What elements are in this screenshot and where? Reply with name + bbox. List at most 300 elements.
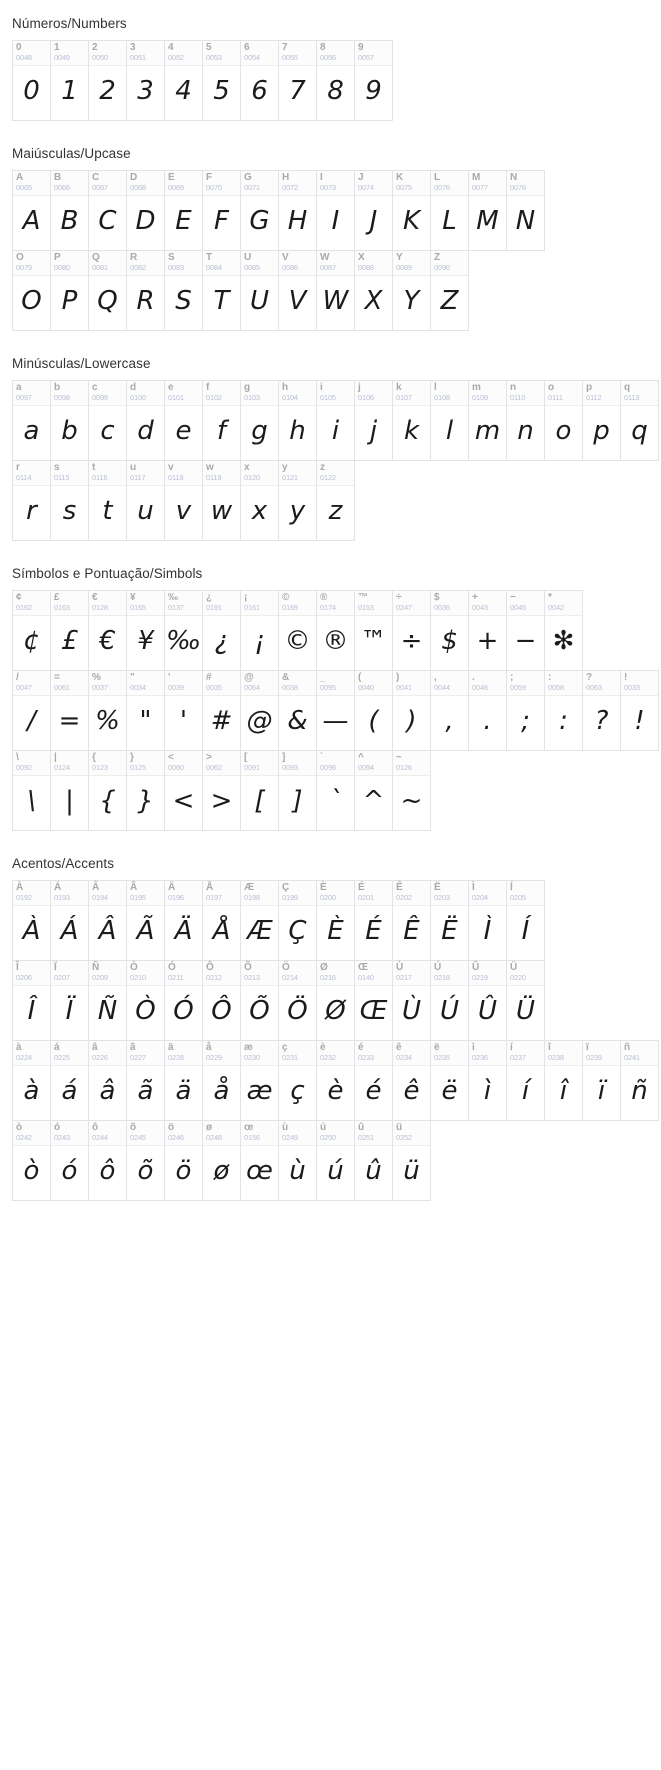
glyph-preview: = bbox=[58, 706, 81, 736]
glyph-preview: H bbox=[287, 206, 308, 236]
glyph-cell[interactable] bbox=[13, 171, 51, 250]
spacer bbox=[0, 830, 661, 856]
glyph-preview: ? bbox=[594, 706, 609, 736]
glyph-row bbox=[12, 880, 545, 961]
glyph-cell[interactable] bbox=[317, 381, 355, 460]
glyph-cell-header bbox=[165, 251, 202, 276]
glyph-code-label: 0245 bbox=[130, 1133, 146, 1142]
glyph-cell[interactable] bbox=[203, 1121, 241, 1200]
glyph-char-label: Á bbox=[54, 882, 62, 893]
glyph-cell[interactable] bbox=[507, 591, 545, 670]
glyph-preview: ' bbox=[179, 706, 188, 736]
glyph-preview: + bbox=[476, 626, 499, 656]
glyph-char-label: ö bbox=[168, 1122, 175, 1133]
glyph-preview: É bbox=[365, 916, 382, 946]
glyph-cell[interactable] bbox=[13, 751, 51, 830]
glyph-char-label: y bbox=[282, 462, 288, 473]
glyph-cell[interactable] bbox=[89, 591, 127, 670]
glyph-cell[interactable] bbox=[241, 1041, 279, 1120]
glyph-code-label: 0195 bbox=[130, 893, 146, 902]
glyph-cell[interactable] bbox=[279, 881, 317, 960]
glyph-cell[interactable] bbox=[317, 1041, 355, 1120]
glyph-preview: Y bbox=[403, 286, 420, 316]
glyph-cell[interactable] bbox=[127, 41, 165, 120]
glyph-cell-header bbox=[317, 591, 354, 616]
glyph-preview: ( bbox=[368, 706, 379, 736]
glyph-cell-header bbox=[355, 961, 392, 986]
glyph-cell[interactable] bbox=[317, 41, 355, 120]
glyph-cell[interactable] bbox=[241, 171, 279, 250]
glyph-char-label: ù bbox=[282, 1122, 289, 1133]
glyph-cell[interactable] bbox=[469, 171, 507, 250]
glyph-preview: o bbox=[555, 416, 572, 446]
glyph-cell[interactable] bbox=[355, 671, 393, 750]
glyph-cell[interactable] bbox=[393, 751, 431, 830]
glyph-section bbox=[0, 120, 661, 330]
glyph-cell[interactable] bbox=[203, 1041, 241, 1120]
glyph-cell[interactable] bbox=[393, 171, 431, 250]
glyph-code-label: 0038 bbox=[282, 683, 298, 692]
glyph-cell[interactable] bbox=[355, 961, 393, 1040]
glyph-preview: å bbox=[213, 1076, 230, 1106]
glyph-cell[interactable] bbox=[507, 1041, 545, 1120]
glyph-char-label: 8 bbox=[320, 42, 326, 53]
glyph-code-label: 0251 bbox=[358, 1133, 374, 1142]
glyph-cell[interactable] bbox=[13, 961, 51, 1040]
glyph-cell[interactable] bbox=[545, 591, 583, 670]
glyph-cell[interactable] bbox=[51, 961, 89, 1040]
glyph-char-label: g bbox=[244, 382, 251, 393]
glyph-cell[interactable] bbox=[393, 671, 431, 750]
glyph-cell-header bbox=[89, 671, 126, 696]
glyph-cell[interactable] bbox=[317, 591, 355, 670]
glyph-cell[interactable] bbox=[241, 251, 279, 330]
glyph-preview: l bbox=[445, 416, 454, 446]
glyph-cell[interactable] bbox=[89, 1121, 127, 1200]
glyph-cell[interactable] bbox=[393, 961, 431, 1040]
glyph-cell-header bbox=[317, 671, 354, 696]
glyph-cell-header bbox=[165, 461, 202, 486]
glyph-cell[interactable] bbox=[13, 591, 51, 670]
glyph-code-label: 0116 bbox=[92, 473, 108, 482]
spacer bbox=[0, 0, 661, 16]
glyph-preview: ø bbox=[213, 1156, 230, 1186]
glyph-cell[interactable] bbox=[545, 671, 583, 750]
glyph-preview: Ó bbox=[173, 996, 194, 1026]
glyph-cell[interactable] bbox=[89, 881, 127, 960]
glyph-cell[interactable] bbox=[279, 171, 317, 250]
glyph-cell-header bbox=[165, 671, 202, 696]
glyph-char-label: _ bbox=[320, 672, 326, 683]
glyph-cell[interactable] bbox=[279, 1121, 317, 1200]
glyph-cell-header bbox=[203, 41, 240, 66]
glyph-cell[interactable] bbox=[89, 251, 127, 330]
glyph-code-label: 0153 bbox=[358, 603, 374, 612]
glyph-cell[interactable] bbox=[241, 961, 279, 1040]
section-title: Maiúsculas/Upcase bbox=[12, 146, 131, 161]
glyph-cell[interactable] bbox=[127, 171, 165, 250]
glyph-cell[interactable] bbox=[317, 881, 355, 960]
glyph-cell[interactable] bbox=[621, 1041, 659, 1120]
glyph-cell[interactable] bbox=[127, 751, 165, 830]
glyph-code-label: 0239 bbox=[586, 1053, 602, 1062]
glyph-code-label: 0204 bbox=[472, 893, 488, 902]
glyph-code-label: 0107 bbox=[396, 393, 412, 402]
glyph-code-label: 0191 bbox=[206, 603, 222, 612]
glyph-char-label: È bbox=[320, 882, 327, 893]
glyph-cell[interactable] bbox=[89, 1041, 127, 1120]
glyph-cell[interactable] bbox=[507, 171, 545, 250]
glyph-preview: ; bbox=[521, 706, 530, 736]
glyph-cell[interactable] bbox=[127, 671, 165, 750]
glyph-preview: Z bbox=[440, 286, 459, 316]
glyph-cell[interactable] bbox=[165, 1041, 203, 1120]
glyph-cell[interactable] bbox=[127, 461, 165, 540]
glyph-cell[interactable] bbox=[127, 591, 165, 670]
glyph-preview: @ bbox=[246, 706, 273, 736]
glyph-cell[interactable] bbox=[51, 251, 89, 330]
glyph-row bbox=[12, 1120, 431, 1201]
glyph-cell[interactable] bbox=[89, 671, 127, 750]
glyph-preview: à bbox=[23, 1076, 40, 1106]
glyph-preview: n bbox=[517, 416, 534, 446]
glyph-char-label: ¡ bbox=[244, 592, 248, 603]
glyph-preview: — bbox=[322, 706, 349, 736]
glyph-cell[interactable] bbox=[127, 251, 165, 330]
glyph-cell[interactable] bbox=[431, 251, 469, 330]
glyph-cell[interactable] bbox=[355, 171, 393, 250]
glyph-cell[interactable] bbox=[507, 671, 545, 750]
glyph-char-label: ò bbox=[16, 1122, 23, 1133]
glyph-preview: Î bbox=[27, 996, 36, 1026]
glyph-cell[interactable] bbox=[51, 591, 89, 670]
glyph-cell[interactable] bbox=[203, 251, 241, 330]
glyph-cell[interactable] bbox=[127, 881, 165, 960]
glyph-cell[interactable] bbox=[355, 591, 393, 670]
glyph-cell[interactable] bbox=[127, 1041, 165, 1120]
glyph-cell[interactable] bbox=[583, 1041, 621, 1120]
glyph-cell[interactable] bbox=[355, 751, 393, 830]
glyph-cell[interactable] bbox=[89, 961, 127, 1040]
glyph-cell[interactable] bbox=[13, 1121, 51, 1200]
glyph-char-label: ` bbox=[320, 752, 324, 763]
glyph-cell[interactable] bbox=[317, 751, 355, 830]
glyph-cell-header bbox=[431, 1041, 468, 1066]
glyph-code-label: 0199 bbox=[282, 893, 298, 902]
glyph-char-label: 4 bbox=[168, 42, 174, 53]
glyph-cell-header bbox=[127, 41, 164, 66]
glyph-cell[interactable] bbox=[355, 1041, 393, 1120]
glyph-preview: ® bbox=[322, 626, 349, 656]
glyph-cell-header bbox=[51, 591, 88, 616]
glyph-cell-header bbox=[355, 1121, 392, 1146]
glyph-cell[interactable] bbox=[241, 461, 279, 540]
glyph-preview: À bbox=[22, 916, 41, 946]
glyph-cell[interactable] bbox=[13, 461, 51, 540]
glyph-cell[interactable] bbox=[431, 961, 469, 1040]
glyph-cell-header bbox=[279, 1121, 316, 1146]
glyph-preview: Û bbox=[477, 996, 498, 1026]
glyph-cell[interactable] bbox=[127, 961, 165, 1040]
glyph-char-label: { bbox=[92, 752, 96, 763]
glyph-cell[interactable] bbox=[51, 881, 89, 960]
glyph-cell[interactable] bbox=[165, 1121, 203, 1200]
glyph-preview: | bbox=[65, 786, 74, 816]
glyph-char-label: è bbox=[320, 1042, 326, 1053]
glyph-cell[interactable] bbox=[279, 671, 317, 750]
glyph-cell[interactable] bbox=[469, 881, 507, 960]
glyph-cell[interactable] bbox=[431, 881, 469, 960]
glyph-cell[interactable] bbox=[51, 461, 89, 540]
glyph-cell-header bbox=[241, 461, 278, 486]
glyph-cell[interactable] bbox=[203, 881, 241, 960]
glyph-cell[interactable] bbox=[507, 881, 545, 960]
glyph-char-label: b bbox=[54, 382, 61, 393]
glyph-cell-header bbox=[355, 591, 392, 616]
glyph-cell[interactable] bbox=[317, 1121, 355, 1200]
glyph-char-label: ä bbox=[168, 1042, 174, 1053]
glyph-cell[interactable] bbox=[355, 251, 393, 330]
glyph-code-label: 0066 bbox=[54, 183, 70, 192]
glyph-cell[interactable] bbox=[279, 1041, 317, 1120]
glyph-cell[interactable] bbox=[89, 381, 127, 460]
glyph-preview: − bbox=[514, 626, 537, 656]
glyph-cell[interactable] bbox=[13, 41, 51, 120]
glyph-cell[interactable] bbox=[431, 171, 469, 250]
glyph-char-label: | bbox=[54, 752, 57, 763]
glyph-cell[interactable] bbox=[203, 671, 241, 750]
spacer bbox=[0, 120, 661, 146]
glyph-cell[interactable] bbox=[545, 381, 583, 460]
glyph-cell-header bbox=[507, 1041, 544, 1066]
glyph-code-label: 0230 bbox=[244, 1053, 260, 1062]
glyph-cell[interactable] bbox=[621, 381, 659, 460]
glyph-cell[interactable] bbox=[469, 961, 507, 1040]
glyph-code-label: 0040 bbox=[358, 683, 374, 692]
glyph-cell[interactable] bbox=[203, 461, 241, 540]
glyph-cell[interactable] bbox=[13, 881, 51, 960]
glyph-char-label: K bbox=[396, 172, 404, 183]
glyph-cell[interactable] bbox=[469, 591, 507, 670]
glyph-cell[interactable] bbox=[393, 381, 431, 460]
glyph-cell[interactable] bbox=[13, 671, 51, 750]
glyph-char-label: 9 bbox=[358, 42, 364, 53]
glyph-cell[interactable] bbox=[393, 591, 431, 670]
glyph-cell[interactable] bbox=[203, 591, 241, 670]
glyph-cell[interactable] bbox=[431, 381, 469, 460]
glyph-cell[interactable] bbox=[241, 751, 279, 830]
glyph-cell[interactable] bbox=[507, 961, 545, 1040]
glyph-preview: Ä bbox=[174, 916, 193, 946]
glyph-cell[interactable] bbox=[317, 961, 355, 1040]
glyph-char-label: G bbox=[244, 172, 252, 183]
glyph-preview: I bbox=[331, 206, 340, 236]
glyph-cell[interactable] bbox=[165, 461, 203, 540]
glyph-cell[interactable] bbox=[89, 461, 127, 540]
glyph-cell[interactable] bbox=[355, 41, 393, 120]
glyph-char-label: 2 bbox=[92, 42, 98, 53]
glyph-cell[interactable] bbox=[165, 671, 203, 750]
glyph-cell[interactable] bbox=[317, 461, 355, 540]
glyph-cell[interactable] bbox=[393, 881, 431, 960]
glyph-cell[interactable] bbox=[241, 381, 279, 460]
glyph-code-label: 0052 bbox=[168, 53, 184, 62]
glyph-code-label: 0108 bbox=[434, 393, 450, 402]
glyph-cell-header bbox=[317, 461, 354, 486]
glyph-cell[interactable] bbox=[431, 1041, 469, 1120]
glyph-code-label: 0121 bbox=[282, 473, 298, 482]
glyph-cell[interactable] bbox=[13, 381, 51, 460]
glyph-code-label: 0117 bbox=[130, 473, 146, 482]
glyph-cell[interactable] bbox=[355, 381, 393, 460]
glyph-cell[interactable] bbox=[203, 961, 241, 1040]
glyph-preview: ñ bbox=[631, 1076, 648, 1106]
glyph-preview: w bbox=[210, 496, 233, 526]
glyph-cell[interactable] bbox=[317, 671, 355, 750]
glyph-table bbox=[12, 590, 661, 830]
glyph-cell[interactable] bbox=[51, 1041, 89, 1120]
glyph-char-label: Ô bbox=[206, 962, 214, 973]
glyph-cell[interactable] bbox=[241, 671, 279, 750]
glyph-code-label: 0037 bbox=[92, 683, 108, 692]
glyph-char-label: } bbox=[130, 752, 134, 763]
glyph-cell[interactable] bbox=[51, 671, 89, 750]
glyph-char-label: T bbox=[206, 252, 213, 263]
glyph-cell[interactable] bbox=[51, 381, 89, 460]
glyph-preview: < bbox=[172, 786, 195, 816]
glyph-cell[interactable] bbox=[165, 171, 203, 250]
glyph-cell[interactable] bbox=[621, 671, 659, 750]
glyph-cell[interactable] bbox=[89, 41, 127, 120]
glyph-cell[interactable] bbox=[165, 751, 203, 830]
glyph-cell[interactable] bbox=[165, 41, 203, 120]
glyph-cell[interactable] bbox=[51, 41, 89, 120]
glyph-code-label: 0218 bbox=[434, 973, 450, 982]
glyph-code-label: 0119 bbox=[206, 473, 222, 482]
glyph-code-label: 0065 bbox=[16, 183, 32, 192]
glyph-cell[interactable] bbox=[127, 381, 165, 460]
glyph-cell[interactable] bbox=[431, 671, 469, 750]
glyph-cell[interactable] bbox=[279, 591, 317, 670]
glyph-code-label: 0051 bbox=[130, 53, 146, 62]
glyph-cell[interactable] bbox=[279, 751, 317, 830]
glyph-cell[interactable] bbox=[279, 381, 317, 460]
glyph-char-label: f bbox=[206, 382, 210, 393]
glyph-preview: d bbox=[137, 416, 154, 446]
glyph-cell[interactable] bbox=[89, 171, 127, 250]
glyph-cell-header bbox=[241, 171, 278, 196]
glyph-cell[interactable] bbox=[583, 671, 621, 750]
glyph-preview: î bbox=[559, 1076, 568, 1106]
glyph-cell[interactable] bbox=[203, 381, 241, 460]
glyph-preview: 0 bbox=[23, 76, 40, 106]
glyph-code-label: 0165 bbox=[130, 603, 146, 612]
glyph-cell[interactable] bbox=[431, 591, 469, 670]
glyph-cell[interactable] bbox=[469, 1041, 507, 1120]
glyph-cell[interactable] bbox=[165, 961, 203, 1040]
glyph-cell[interactable] bbox=[241, 881, 279, 960]
glyph-code-label: 0217 bbox=[396, 973, 412, 982]
glyph-cell[interactable] bbox=[241, 591, 279, 670]
glyph-preview: â bbox=[99, 1076, 116, 1106]
glyph-cell[interactable] bbox=[127, 1121, 165, 1200]
glyph-cell[interactable] bbox=[393, 1121, 431, 1200]
glyph-preview: È bbox=[327, 916, 344, 946]
glyph-cell[interactable] bbox=[583, 381, 621, 460]
glyph-code-label: 0243 bbox=[54, 1133, 70, 1142]
glyph-row bbox=[12, 960, 545, 1041]
glyph-cell[interactable] bbox=[165, 251, 203, 330]
glyph-cell-header bbox=[279, 961, 316, 986]
glyph-char-label: O bbox=[16, 252, 24, 263]
glyph-code-label: 0048 bbox=[16, 53, 32, 62]
glyph-cell[interactable] bbox=[51, 171, 89, 250]
glyph-cell[interactable] bbox=[13, 251, 51, 330]
glyph-cell[interactable] bbox=[469, 381, 507, 460]
glyph-cell[interactable] bbox=[393, 251, 431, 330]
glyph-cell-header bbox=[89, 171, 126, 196]
glyph-char-label: 5 bbox=[206, 42, 212, 53]
glyph-cell-header bbox=[51, 751, 88, 776]
glyph-code-label: 0234 bbox=[396, 1053, 412, 1062]
glyph-cell[interactable] bbox=[203, 751, 241, 830]
glyph-cell[interactable] bbox=[393, 1041, 431, 1120]
glyph-cell[interactable] bbox=[279, 41, 317, 120]
glyph-cell[interactable] bbox=[545, 1041, 583, 1120]
glyph-code-label: 0161 bbox=[244, 603, 260, 612]
glyph-preview: ù bbox=[289, 1156, 306, 1186]
glyph-cell[interactable] bbox=[89, 751, 127, 830]
glyph-code-label: 0079 bbox=[16, 263, 32, 272]
glyph-preview: Ì bbox=[483, 916, 492, 946]
glyph-code-label: 0212 bbox=[206, 973, 222, 982]
glyph-preview: æ bbox=[246, 1076, 273, 1106]
glyph-cell-header bbox=[165, 171, 202, 196]
glyph-preview: E bbox=[175, 206, 192, 236]
glyph-cell[interactable] bbox=[279, 251, 317, 330]
glyph-cell[interactable] bbox=[165, 591, 203, 670]
glyph-cell[interactable] bbox=[203, 171, 241, 250]
glyph-code-label: 0225 bbox=[54, 1053, 70, 1062]
glyph-cell[interactable] bbox=[279, 961, 317, 1040]
glyph-cell[interactable] bbox=[51, 1121, 89, 1200]
glyph-cell-header bbox=[51, 171, 88, 196]
glyph-cell[interactable] bbox=[355, 881, 393, 960]
glyph-cell-header bbox=[317, 961, 354, 986]
glyph-cell[interactable] bbox=[469, 671, 507, 750]
glyph-cell[interactable] bbox=[203, 41, 241, 120]
glyph-cell-header bbox=[203, 751, 240, 776]
glyph-cell[interactable] bbox=[165, 881, 203, 960]
glyph-cell[interactable] bbox=[317, 251, 355, 330]
glyph-cell[interactable] bbox=[355, 1121, 393, 1200]
glyph-cell-header bbox=[13, 671, 50, 696]
glyph-char-label: 6 bbox=[244, 42, 250, 53]
glyph-cell[interactable] bbox=[241, 41, 279, 120]
glyph-cell[interactable] bbox=[317, 171, 355, 250]
glyph-cell[interactable] bbox=[165, 381, 203, 460]
glyph-code-label: 0059 bbox=[510, 683, 526, 692]
glyph-cell[interactable] bbox=[279, 461, 317, 540]
glyph-cell[interactable] bbox=[507, 381, 545, 460]
glyph-cell[interactable] bbox=[51, 751, 89, 830]
glyph-code-label: 0047 bbox=[16, 683, 32, 692]
glyph-cell-header bbox=[431, 881, 468, 906]
glyph-char-label: ü bbox=[396, 1122, 403, 1133]
glyph-cell[interactable] bbox=[241, 1121, 279, 1200]
glyph-cell[interactable] bbox=[13, 1041, 51, 1120]
glyph-char-label: Î bbox=[16, 962, 19, 973]
